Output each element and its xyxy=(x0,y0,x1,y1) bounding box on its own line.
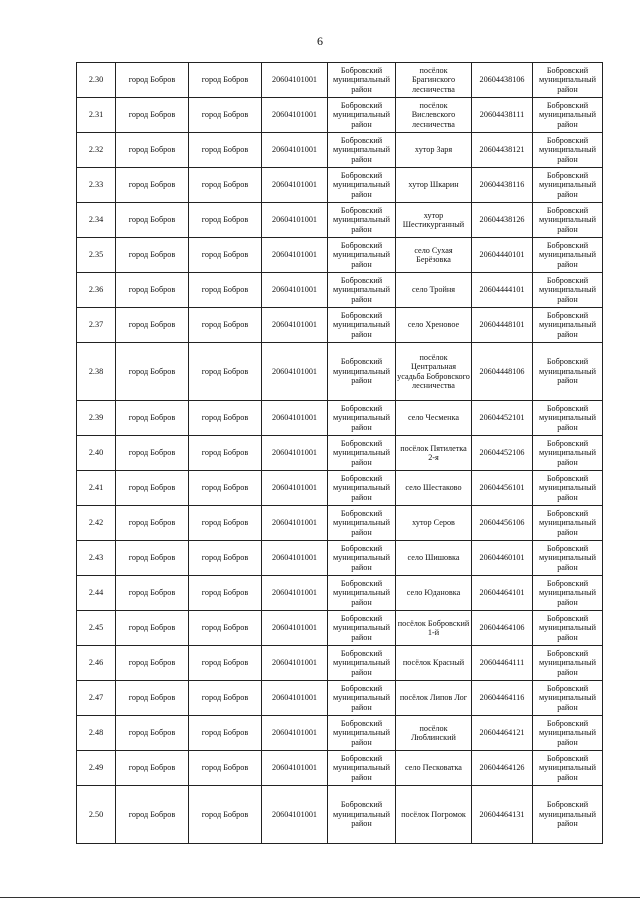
municipality-name-cell: город Бобров xyxy=(189,343,262,401)
settlement-code-cell: 20604464121 xyxy=(472,716,533,751)
settlement-code-cell: 20604464106 xyxy=(472,611,533,646)
oktmo-code-cell: 20604101001 xyxy=(262,751,328,786)
municipality-name-cell: город Бобров xyxy=(189,541,262,576)
settlement-code-cell: 20604440101 xyxy=(472,238,533,273)
district-name-2-cell: Бобровский муниципальный район xyxy=(533,506,603,541)
table-row xyxy=(77,98,603,133)
settlement-name-cell: посёлок Брагинского лесничества xyxy=(396,63,472,98)
oktmo-code-cell: 20604101001 xyxy=(262,401,328,436)
district-name-cell: Бобровский муниципальный район xyxy=(328,203,396,238)
oktmo-code-cell: 20604101001 xyxy=(262,611,328,646)
oktmo-code-cell: 20604101001 xyxy=(262,273,328,308)
oktmo-code-cell: 20604101001 xyxy=(262,506,328,541)
settlement-code-cell: 20604456101 xyxy=(472,471,533,506)
city-name-cell: город Бобров xyxy=(116,506,189,541)
oktmo-code-cell: 20604101001 xyxy=(262,786,328,844)
settlement-name-cell: село Чесменка xyxy=(396,401,472,436)
oktmo-code-cell: 20604101001 xyxy=(262,63,328,98)
settlement-code-cell: 20604438126 xyxy=(472,203,533,238)
row-number-cell: 2.35 xyxy=(77,238,116,273)
table-body xyxy=(77,63,603,844)
city-name-cell: город Бобров xyxy=(116,273,189,308)
municipality-name-cell: город Бобров xyxy=(189,273,262,308)
city-name-cell: город Бобров xyxy=(116,611,189,646)
city-name-cell: город Бобров xyxy=(116,786,189,844)
row-number-cell: 2.46 xyxy=(77,646,116,681)
city-name-cell: город Бобров xyxy=(116,716,189,751)
row-number-cell: 2.45 xyxy=(77,611,116,646)
city-name-cell: город Бобров xyxy=(116,63,189,98)
settlement-code-cell: 20604464116 xyxy=(472,681,533,716)
table-row xyxy=(77,308,603,343)
settlement-name-cell: посёлок Вислевского лесничества xyxy=(396,98,472,133)
oktmo-code-cell: 20604101001 xyxy=(262,716,328,751)
settlement-code-cell: 20604452101 xyxy=(472,401,533,436)
table-row xyxy=(77,681,603,716)
table-row xyxy=(77,541,603,576)
row-number-cell: 2.33 xyxy=(77,168,116,203)
district-name-cell: Бобровский муниципальный район xyxy=(328,541,396,576)
settlement-code-cell: 20604448101 xyxy=(472,308,533,343)
table-row xyxy=(77,238,603,273)
oktmo-code-cell: 20604101001 xyxy=(262,308,328,343)
district-name-2-cell: Бобровский муниципальный район xyxy=(533,133,603,168)
row-number-cell: 2.44 xyxy=(77,576,116,611)
settlement-name-cell: посёлок Центральная усадьба Бобровского лесничества xyxy=(396,343,472,401)
settlement-code-cell: 20604444101 xyxy=(472,273,533,308)
city-name-cell: город Бобров xyxy=(116,133,189,168)
city-name-cell: город Бобров xyxy=(116,751,189,786)
city-name-cell: город Бобров xyxy=(116,436,189,471)
row-number-cell: 2.31 xyxy=(77,98,116,133)
table-row xyxy=(77,273,603,308)
settlement-code-cell: 20604460101 xyxy=(472,541,533,576)
municipality-name-cell: город Бобров xyxy=(189,471,262,506)
district-name-cell: Бобровский муниципальный район xyxy=(328,401,396,436)
city-name-cell: город Бобров xyxy=(116,681,189,716)
municipality-name-cell: город Бобров xyxy=(189,751,262,786)
table-row xyxy=(77,401,603,436)
municipality-name-cell: город Бобров xyxy=(189,716,262,751)
settlement-name-cell: село Тройня xyxy=(396,273,472,308)
row-number-cell: 2.41 xyxy=(77,471,116,506)
city-name-cell: город Бобров xyxy=(116,343,189,401)
city-name-cell: город Бобров xyxy=(116,646,189,681)
district-name-cell: Бобровский муниципальный район xyxy=(328,611,396,646)
settlement-code-cell: 20604464126 xyxy=(472,751,533,786)
district-name-2-cell: Бобровский муниципальный район xyxy=(533,576,603,611)
district-name-cell: Бобровский муниципальный район xyxy=(328,273,396,308)
table-row xyxy=(77,63,603,98)
municipality-name-cell: город Бобров xyxy=(189,401,262,436)
city-name-cell: город Бобров xyxy=(116,401,189,436)
district-name-cell: Бобровский муниципальный район xyxy=(328,308,396,343)
oktmo-code-cell: 20604101001 xyxy=(262,168,328,203)
settlement-name-cell: посёлок Липов Лог xyxy=(396,681,472,716)
city-name-cell: город Бобров xyxy=(116,576,189,611)
settlement-name-cell: посёлок Пятилетка 2-я xyxy=(396,436,472,471)
district-name-2-cell: Бобровский муниципальный район xyxy=(533,646,603,681)
city-name-cell: город Бобров xyxy=(116,541,189,576)
municipality-name-cell: город Бобров xyxy=(189,133,262,168)
settlement-name-cell: село Хреновое xyxy=(396,308,472,343)
table-row xyxy=(77,786,603,844)
settlement-name-cell: село Шестаково xyxy=(396,471,472,506)
row-number-cell: 2.39 xyxy=(77,401,116,436)
district-name-cell: Бобровский муниципальный район xyxy=(328,436,396,471)
settlement-name-cell: хутор Серов xyxy=(396,506,472,541)
district-name-cell: Бобровский муниципальный район xyxy=(328,63,396,98)
district-name-2-cell: Бобровский муниципальный район xyxy=(533,63,603,98)
row-number-cell: 2.34 xyxy=(77,203,116,238)
settlement-code-cell: 20604448106 xyxy=(472,343,533,401)
settlement-name-cell: посёлок Бобровский 1-й xyxy=(396,611,472,646)
municipality-name-cell: город Бобров xyxy=(189,611,262,646)
district-name-2-cell: Бобровский муниципальный район xyxy=(533,273,603,308)
settlement-code-cell: 20604438116 xyxy=(472,168,533,203)
settlement-code-cell: 20604464101 xyxy=(472,576,533,611)
table-row xyxy=(77,751,603,786)
settlement-name-cell: село Песковатка xyxy=(396,751,472,786)
settlement-code-cell: 20604452106 xyxy=(472,436,533,471)
district-name-cell: Бобровский муниципальный район xyxy=(328,471,396,506)
municipality-name-cell: город Бобров xyxy=(189,308,262,343)
settlement-code-cell: 20604456106 xyxy=(472,506,533,541)
district-name-2-cell: Бобровский муниципальный район xyxy=(533,541,603,576)
district-name-2-cell: Бобровский муниципальный район xyxy=(533,471,603,506)
district-name-2-cell: Бобровский муниципальный район xyxy=(533,401,603,436)
district-name-cell: Бобровский муниципальный район xyxy=(328,98,396,133)
municipality-name-cell: город Бобров xyxy=(189,681,262,716)
city-name-cell: город Бобров xyxy=(116,471,189,506)
municipality-name-cell: город Бобров xyxy=(189,646,262,681)
district-name-cell: Бобровский муниципальный район xyxy=(328,343,396,401)
row-number-cell: 2.49 xyxy=(77,751,116,786)
settlement-name-cell: село Юдановка xyxy=(396,576,472,611)
table-row xyxy=(77,436,603,471)
row-number-cell: 2.37 xyxy=(77,308,116,343)
municipality-name-cell: город Бобров xyxy=(189,63,262,98)
settlement-name-cell: посёлок Люблинский xyxy=(396,716,472,751)
district-name-2-cell: Бобровский муниципальный район xyxy=(533,751,603,786)
city-name-cell: город Бобров xyxy=(116,203,189,238)
city-name-cell: город Бобров xyxy=(116,238,189,273)
municipality-name-cell: город Бобров xyxy=(189,98,262,133)
settlement-code-cell: 20604464111 xyxy=(472,646,533,681)
row-number-cell: 2.38 xyxy=(77,343,116,401)
oktmo-code-cell: 20604101001 xyxy=(262,681,328,716)
oktmo-code-cell: 20604101001 xyxy=(262,576,328,611)
settlement-name-cell: село Шишовка xyxy=(396,541,472,576)
table-row xyxy=(77,716,603,751)
row-number-cell: 2.40 xyxy=(77,436,116,471)
oktmo-code-cell: 20604101001 xyxy=(262,133,328,168)
table-row xyxy=(77,133,603,168)
table-row xyxy=(77,203,603,238)
settlement-name-cell: хутор Заря xyxy=(396,133,472,168)
oktmo-code-cell: 20604101001 xyxy=(262,343,328,401)
district-name-2-cell: Бобровский муниципальный район xyxy=(533,98,603,133)
municipality-name-cell: город Бобров xyxy=(189,786,262,844)
table-row xyxy=(77,576,603,611)
row-number-cell: 2.43 xyxy=(77,541,116,576)
district-name-2-cell: Бобровский муниципальный район xyxy=(533,786,603,844)
footer-rule xyxy=(0,897,640,898)
settlement-name-cell: посёлок Красный xyxy=(396,646,472,681)
municipality-name-cell: город Бобров xyxy=(189,506,262,541)
district-name-2-cell: Бобровский муниципальный район xyxy=(533,203,603,238)
district-name-cell: Бобровский муниципальный район xyxy=(328,716,396,751)
district-name-cell: Бобровский муниципальный район xyxy=(328,646,396,681)
oktmo-code-cell: 20604101001 xyxy=(262,646,328,681)
city-name-cell: город Бобров xyxy=(116,308,189,343)
table-row xyxy=(77,343,603,401)
district-name-cell: Бобровский муниципальный район xyxy=(328,133,396,168)
row-number-cell: 2.50 xyxy=(77,786,116,844)
settlement-name-cell: хутор Шкарин xyxy=(396,168,472,203)
oktmo-code-cell: 20604101001 xyxy=(262,471,328,506)
row-number-cell: 2.42 xyxy=(77,506,116,541)
oktmo-code-cell: 20604101001 xyxy=(262,436,328,471)
municipality-name-cell: город Бобров xyxy=(189,168,262,203)
row-number-cell: 2.32 xyxy=(77,133,116,168)
settlement-name-cell: посёлок Погромок xyxy=(396,786,472,844)
district-name-2-cell: Бобровский муниципальный район xyxy=(533,168,603,203)
district-name-cell: Бобровский муниципальный район xyxy=(328,751,396,786)
district-name-2-cell: Бобровский муниципальный район xyxy=(533,716,603,751)
page-number: 6 xyxy=(317,34,323,48)
row-number-cell: 2.36 xyxy=(77,273,116,308)
city-name-cell: город Бобров xyxy=(116,168,189,203)
municipality-name-cell: город Бобров xyxy=(189,203,262,238)
municipality-name-cell: город Бобров xyxy=(189,576,262,611)
district-name-cell: Бобровский муниципальный район xyxy=(328,168,396,203)
district-name-cell: Бобровский муниципальный район xyxy=(328,506,396,541)
city-name-cell: город Бобров xyxy=(116,98,189,133)
table-row xyxy=(77,506,603,541)
district-name-2-cell: Бобровский муниципальный район xyxy=(533,611,603,646)
district-name-cell: Бобровский муниципальный район xyxy=(328,786,396,844)
oktmo-code-cell: 20604101001 xyxy=(262,238,328,273)
municipality-name-cell: город Бобров xyxy=(189,238,262,273)
row-number-cell: 2.47 xyxy=(77,681,116,716)
row-number-cell: 2.48 xyxy=(77,716,116,751)
district-name-2-cell: Бобровский муниципальный район xyxy=(533,436,603,471)
table-row xyxy=(77,471,603,506)
table-row xyxy=(77,646,603,681)
oktmo-code-cell: 20604101001 xyxy=(262,98,328,133)
settlement-name-cell: село Сухая Берёзовка xyxy=(396,238,472,273)
district-name-2-cell: Бобровский муниципальный район xyxy=(533,343,603,401)
oktmo-code-cell: 20604101001 xyxy=(262,203,328,238)
district-name-cell: Бобровский муниципальный район xyxy=(328,681,396,716)
settlement-code-cell: 20604438106 xyxy=(472,63,533,98)
table-row xyxy=(77,168,603,203)
district-name-2-cell: Бобровский муниципальный район xyxy=(533,238,603,273)
district-name-2-cell: Бобровский муниципальный район xyxy=(533,681,603,716)
settlement-code-cell: 20604438121 xyxy=(472,133,533,168)
settlement-code-cell: 20604438111 xyxy=(472,98,533,133)
settlements-table xyxy=(76,62,603,844)
row-number-cell: 2.30 xyxy=(77,63,116,98)
oktmo-code-cell: 20604101001 xyxy=(262,541,328,576)
settlement-name-cell: хутор Шестикурганный xyxy=(396,203,472,238)
district-name-2-cell: Бобровский муниципальный район xyxy=(533,308,603,343)
district-name-cell: Бобровский муниципальный район xyxy=(328,238,396,273)
district-name-cell: Бобровский муниципальный район xyxy=(328,576,396,611)
municipality-name-cell: город Бобров xyxy=(189,436,262,471)
settlement-code-cell: 20604464131 xyxy=(472,786,533,844)
table-row xyxy=(77,611,603,646)
